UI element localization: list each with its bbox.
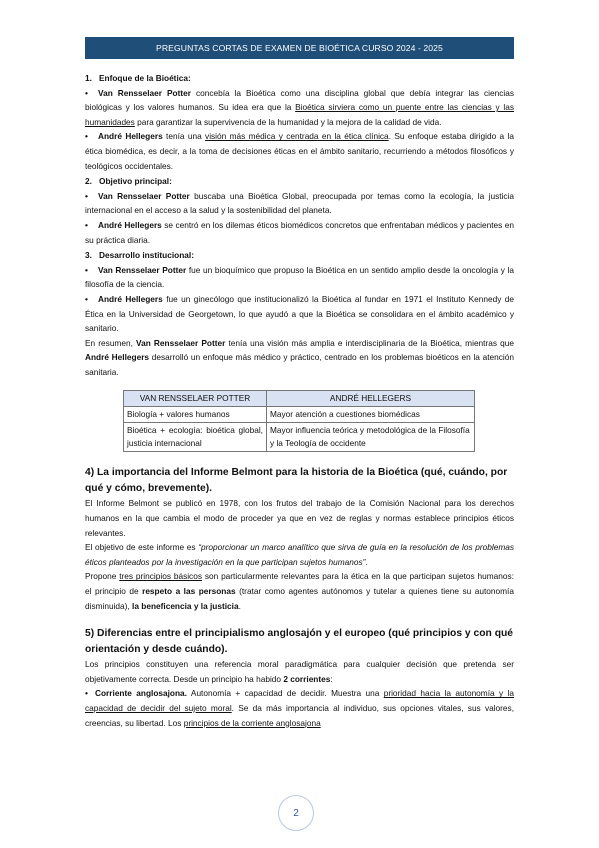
text: fue un ginecólogo que institucionalizó la Bioética al fundar en 1971 el Instituto Kennedy de Ética en la Universidad de Georgetown, lo que ayudó a que la Bioética se consolidara en el ámbito académico y sanitario. [85, 293, 514, 334]
bullet-hellegers-objetivo [85, 218, 514, 247]
underlined-text: tres principios básicos [119, 571, 202, 582]
bold-text: respeto a las personas [142, 586, 236, 597]
table-cell: Bioética + ecología: bioética global, justicia internacional [124, 423, 267, 452]
bullet-potter-enfoque [85, 86, 514, 130]
text: Propone [85, 571, 120, 582]
quote-text: “proporcionar un marco analítico que sirva de guía en la resolución de los problemas éticos planteados por la investigación en la que participan sujetos humanos” [85, 542, 514, 567]
text: . [238, 600, 241, 611]
list-item-objetivo [85, 174, 514, 189]
q4-paragraph-1: El Informe Belmont se publicó en 1978, con los frutos del trabajo de la Comisión Nacional para los derechos humanos en la que cambia el modo de proceder ya que en vez de reglas y normas establece principios éticos relevantes. [85, 498, 514, 538]
bold-text: Corriente anglosajona. [95, 688, 187, 699]
page-header: PREGUNTAS CORTAS DE EXAMEN DE BIOÉTICA CURSO 2024 - 2025 [85, 37, 514, 59]
text: desarrolló un enfoque más médico y práctico, centrado en los problemas bioéticos en la atención sanitaria. [85, 352, 514, 377]
list-item-enfoque [85, 71, 514, 86]
underlined-text: Bioética sirviera como un puente entre las ciencias y las humanidades [85, 102, 514, 127]
text: (tratar como agentes autónomos y tutelar a quienes tiene su autonomía disminuida), [85, 586, 514, 611]
text: concebía la Bioética como una disciplina global que debía integrar las ciencias biológicas y los valores humanos. Su idea era que la [85, 87, 515, 113]
list-number: 1. [85, 73, 92, 83]
underlined-text: principios de la corriente anglosajona [183, 717, 321, 728]
text: . Se da más importancia al individuo, sus opciones vitales, sus valores, creencias, su libertad. Los [85, 703, 514, 728]
q5-paragraph-1 [85, 657, 514, 686]
table-cell: Mayor atención a cuestiones biomédicas [267, 407, 475, 423]
bullet-potter-desarrollo [85, 263, 514, 292]
text: Autonomía + capacidad de decidir. Muestra una [186, 688, 384, 699]
table-header-potter: VAN RENSSELAER POTTER [124, 391, 267, 407]
q4-paragraph-2 [85, 540, 514, 569]
bullet-corriente-anglosajona [85, 686, 514, 730]
table-cell: Mayor influencia teórica y metodológica de la Filosofía y la Teología de occidente [267, 423, 475, 452]
bullet-hellegers-enfoque [85, 129, 514, 173]
question-5-heading: 5) Diferencias entre el principialismo anglosajón y el europeo (qué principios y con qué orientación y desde cuándo). [85, 628, 513, 655]
text: fue un bioquímico que propuso la Bioética en un sentido amplio desde la oncología y la filosofía de la ciencia. [85, 264, 514, 290]
person-name: Van Rensselaer Potter [136, 337, 226, 348]
summary-paragraph [85, 336, 514, 380]
table-header-hellegers: ANDRÉ HELLEGERS [267, 391, 475, 407]
table-row [124, 423, 475, 452]
person-name: André Hellegers [85, 352, 150, 363]
text: Los principios constituyen una referencia moral paradigmática para cualquier decisión que pretenda ser objetivamente correcta. Desde un principio ha habido [85, 659, 514, 684]
person-name: André Hellegers [98, 293, 163, 304]
person-name: André Hellegers [98, 219, 162, 230]
page-number: 2 [278, 795, 314, 831]
table-cell: Biología + valores humanos [124, 407, 267, 423]
text: En resumen, [85, 337, 137, 348]
person-name: Van Rensselaer Potter [98, 190, 190, 201]
table-row [124, 407, 475, 423]
text: . [365, 556, 368, 567]
comparison-table [123, 390, 475, 452]
page-content [85, 70, 514, 730]
table-header-row [124, 391, 475, 407]
bullet-potter-objetivo [85, 189, 514, 218]
text: tenía una [162, 131, 206, 142]
list-number: 2. [85, 176, 92, 187]
text: El objetivo de este informe es [85, 542, 199, 553]
bullet-hellegers-desarrollo [85, 292, 514, 336]
person-name: Van Rensselaer Potter [98, 87, 191, 98]
text: se centró en los dilemas éticos biomédicos concretos que enfrentaban médicos y pacientes en su práctica diaria. [85, 219, 514, 245]
text: . Su enfoque estaba dirigido a la ética biomédica, es decir, a la toma de decisiones éticas en el ámbito sanitario, recurriendo a métodos filosóficos y teológicos occidentales. [85, 131, 514, 171]
underlined-text: visión más médica y centrada en la ética clínica [205, 131, 389, 142]
q4-paragraph-3 [85, 569, 514, 613]
text: tenía una visión más amplia e interdisciplinaria de la Bioética, mientras que [225, 337, 514, 348]
text: buscaba una Bioética Global, preocupada por temas como la ecología, la justicia internacional en el acceso a la salud y la sostenibilidad del planeta. [85, 190, 515, 216]
person-name: André Hellegers [98, 131, 163, 142]
list-title: Desarrollo institucional: [99, 250, 194, 261]
text: son particularmente relevantes para la ética en la que participan sujetos humanos: el principio de [85, 571, 514, 597]
bold-text: 2 corrientes [283, 673, 331, 684]
bold-text: la beneficencia y la justicia [132, 600, 239, 611]
list-title: Objetivo principal: [99, 176, 172, 187]
person-name: Van Rensselaer Potter [98, 264, 187, 275]
list-title: Enfoque de la Bioética: [99, 73, 191, 83]
underlined-text: prioridad hacia la autonomía y la capacidad de decidir del sujeto moral [85, 688, 514, 713]
question-4-heading: 4) La importancia del Informe Belmont para la historia de la Bioética (qué, cuándo, por qué y cómo, brevemente). [85, 467, 508, 494]
list-number: 3. [85, 250, 92, 261]
text: : [330, 673, 333, 684]
list-item-desarrollo [85, 248, 514, 263]
text: para garantizar la supervivencia de la humanidad y la mejora de la calidad de vida. [134, 116, 442, 127]
comparison-table-wrapper [123, 390, 514, 452]
